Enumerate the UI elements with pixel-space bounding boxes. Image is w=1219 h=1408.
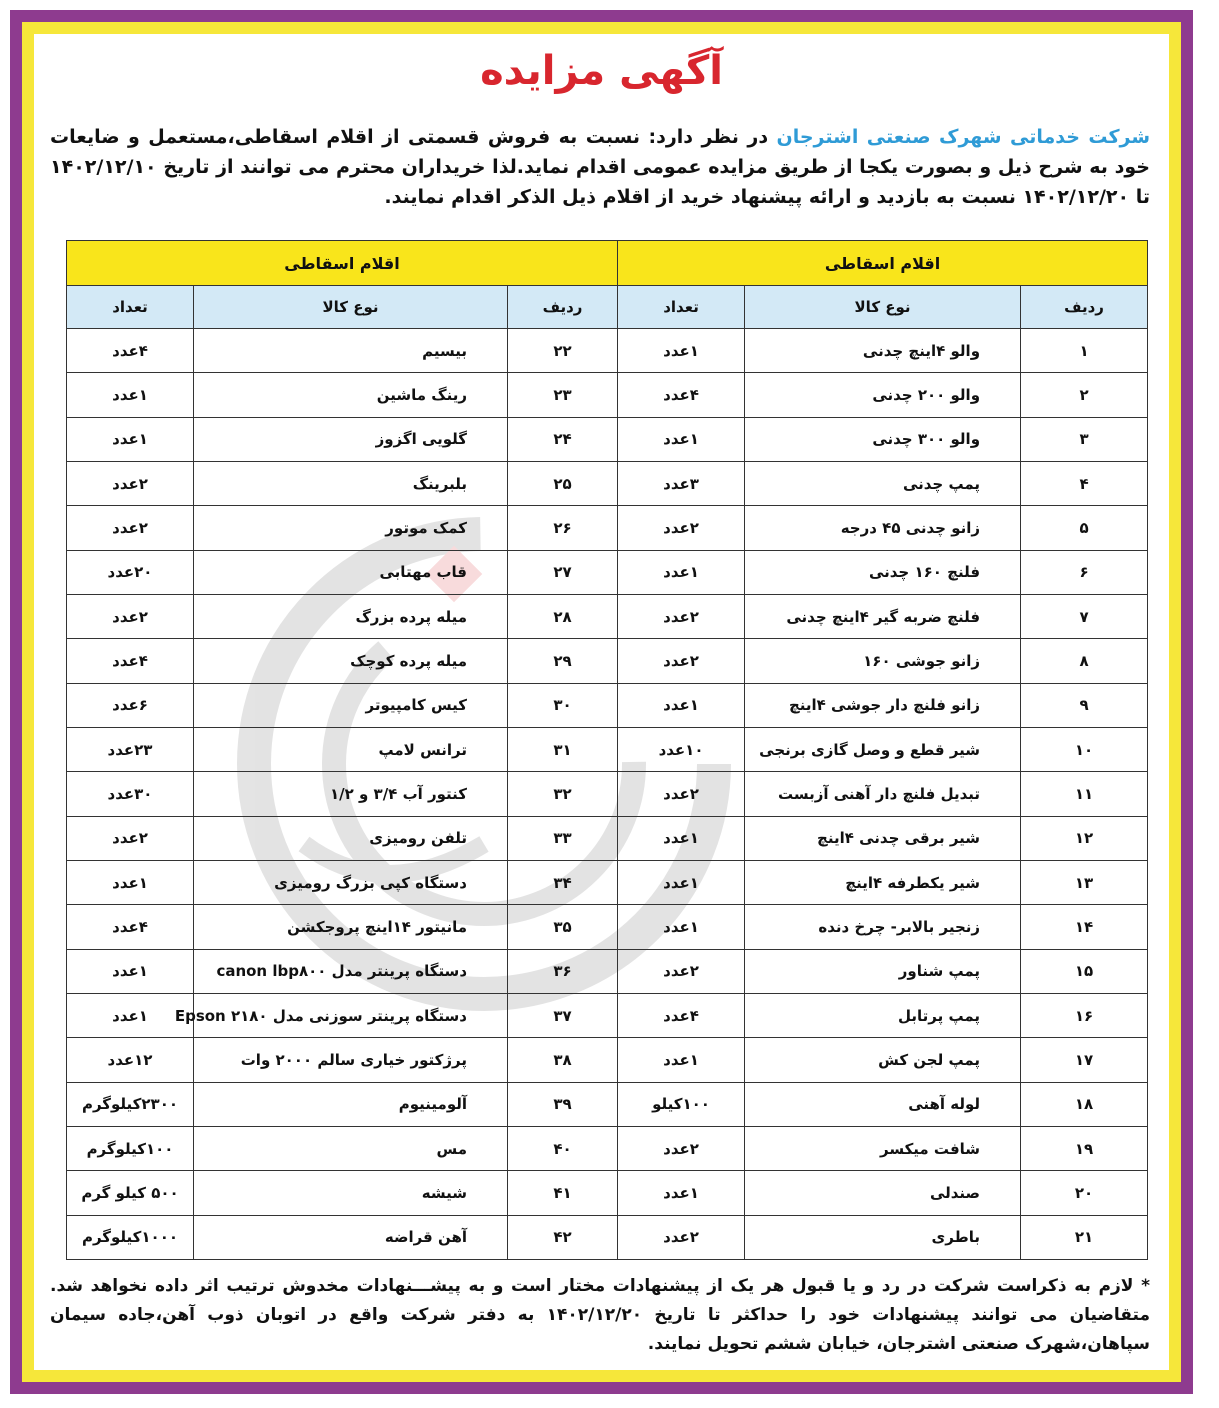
item-name-cell: دستگاه پرینتر مدل canon lbp۸۰۰: [194, 949, 508, 993]
quantity-cell: ۱۰۰کیلوگرم: [67, 1126, 194, 1170]
footer-note: * لازم به ذکراست شرکت در رد و یا قبول هر یک از پیشنهادات مختار است و به پیشـــنهادات مخدوش ترتیب اثر داده نخواهد شد. متقاضیان می توانند پیشنهادات خود را حداکثر تا تاریخ ۱۴۰۲/۱۲/۲۰ به دفتر شرکت واقع در اتوبان ذوب آهن،جاده سیمان سپاهان،شهرک صنعتی اشترجان، خیابان ششم تحویل نمایند.: [50, 1276, 1151, 1354]
row-number-cell: ۲: [1021, 373, 1148, 417]
row-number-cell: ۴: [1021, 461, 1148, 505]
table-row: [67, 417, 1148, 461]
col-header-row-number: ردیف: [1021, 286, 1148, 329]
quantity-cell: ۵۰۰ کیلو گرم: [67, 1171, 194, 1215]
table-row: [67, 727, 1148, 771]
col-header-quantity: تعداد: [618, 286, 745, 329]
table-row: [67, 949, 1148, 993]
quantity-cell: ۴عدد: [67, 639, 194, 683]
row-number-cell: ۲۹: [508, 639, 618, 683]
item-name-cell: مس: [194, 1126, 508, 1170]
quantity-cell: ۱عدد: [618, 550, 745, 594]
quantity-cell: ۱۲عدد: [67, 1038, 194, 1082]
row-number-cell: ۲۳: [508, 373, 618, 417]
item-name-cell: دستگاه پرینتر سوزنی مدل Epson ۲۱۸۰: [194, 993, 508, 1037]
row-number-cell: ۲۲: [508, 329, 618, 373]
col-header-item-type: نوع کالا: [745, 286, 1021, 329]
quantity-cell: ۲عدد: [618, 772, 745, 816]
row-number-cell: ۴۰: [508, 1126, 618, 1170]
item-name-cell: باطری: [745, 1215, 1021, 1259]
quantity-cell: ۲عدد: [618, 506, 745, 550]
table-row: [67, 683, 1148, 727]
quantity-cell: ۲عدد: [618, 949, 745, 993]
quantity-cell: ۱عدد: [618, 816, 745, 860]
row-number-cell: ۳۵: [508, 905, 618, 949]
row-number-cell: ۱۴: [1021, 905, 1148, 949]
row-number-cell: ۱۳: [1021, 860, 1148, 904]
item-name-cell: شیر یکطرفه ۴اینچ: [745, 860, 1021, 904]
row-number-cell: ۴۱: [508, 1171, 618, 1215]
row-number-cell: ۱۱: [1021, 772, 1148, 816]
auction-notice: [34, 34, 1169, 1370]
table-row: [67, 506, 1148, 550]
row-number-cell: ۸: [1021, 639, 1148, 683]
quantity-cell: ۲۳عدد: [67, 727, 194, 771]
item-name-cell: دستگاه کپی بزرگ رومیزی: [194, 860, 508, 904]
row-number-cell: ۲۱: [1021, 1215, 1148, 1259]
col-header-quantity: تعداد: [67, 286, 194, 329]
row-number-cell: ۲۴: [508, 417, 618, 461]
item-name-cell: شیر برقی چدنی ۴اینچ: [745, 816, 1021, 860]
quantity-cell: ۲عدد: [67, 816, 194, 860]
row-number-cell: ۳۳: [508, 816, 618, 860]
quantity-cell: ۶عدد: [67, 683, 194, 727]
row-number-cell: ۲۰: [1021, 1171, 1148, 1215]
row-number-cell: ۹: [1021, 683, 1148, 727]
table-row: [67, 860, 1148, 904]
row-number-cell: ۷: [1021, 594, 1148, 638]
item-name-cell: پمپ شناور: [745, 949, 1021, 993]
item-name-cell: کنتور آب ۳/۴ و ۱/۲: [194, 772, 508, 816]
item-name-cell: ترانس لامپ: [194, 727, 508, 771]
item-name-cell: میله پرده کوچک: [194, 639, 508, 683]
quantity-cell: ۱۰عدد: [618, 727, 745, 771]
item-name-cell: زانو فلنچ دار جوشی ۴اینچ: [745, 683, 1021, 727]
row-number-cell: ۲۸: [508, 594, 618, 638]
quantity-cell: ۱عدد: [67, 993, 194, 1037]
quantity-cell: ۲۰عدد: [67, 550, 194, 594]
quantity-cell: ۱عدد: [618, 905, 745, 949]
item-name-cell: زانو چدنی ۴۵ درجه: [745, 506, 1021, 550]
item-name-cell: شیشه: [194, 1171, 508, 1215]
group-header-right: اقلام اسقاطی: [618, 241, 1148, 286]
item-name-cell: شیر قطع و وصل گازی برنجی: [745, 727, 1021, 771]
row-number-cell: ۱: [1021, 329, 1148, 373]
table-row: [67, 1038, 1148, 1082]
quantity-cell: ۲عدد: [618, 1215, 745, 1259]
quantity-cell: ۲عدد: [618, 594, 745, 638]
item-name-cell: میله پرده بزرگ: [194, 594, 508, 638]
items-table: [66, 240, 1148, 1260]
table-row: [67, 329, 1148, 373]
company-name: شرکت خدماتی شهرک صنعتی اشترجان: [776, 126, 1150, 148]
item-name-cell: فلنچ ۱۶۰ چدنی: [745, 550, 1021, 594]
quantity-cell: ۲عدد: [67, 461, 194, 505]
quantity-cell: ۱عدد: [618, 683, 745, 727]
row-number-cell: ۱۷: [1021, 1038, 1148, 1082]
row-number-cell: ۱۸: [1021, 1082, 1148, 1126]
row-number-cell: ۱۰: [1021, 727, 1148, 771]
item-name-cell: بیسیم: [194, 329, 508, 373]
row-number-cell: ۶: [1021, 550, 1148, 594]
table-row: [67, 639, 1148, 683]
item-name-cell: پمپ چدنی: [745, 461, 1021, 505]
quantity-cell: ۱عدد: [618, 1171, 745, 1215]
quantity-cell: ۲عدد: [67, 506, 194, 550]
quantity-cell: ۲عدد: [67, 594, 194, 638]
quantity-cell: ۱عدد: [67, 417, 194, 461]
quantity-cell: ۴عدد: [67, 329, 194, 373]
quantity-cell: ۱۰۰کیلو: [618, 1082, 745, 1126]
row-number-cell: ۲۵: [508, 461, 618, 505]
row-number-cell: ۳: [1021, 417, 1148, 461]
row-number-cell: ۳۷: [508, 993, 618, 1037]
quantity-cell: ۱عدد: [618, 860, 745, 904]
col-header-row-number: ردیف: [508, 286, 618, 329]
item-name-cell: فلنچ ضربه گیر ۴اینچ چدنی: [745, 594, 1021, 638]
item-name-cell: صندلی: [745, 1171, 1021, 1215]
item-name-cell: رینگ ماشین: [194, 373, 508, 417]
item-name-cell: زنجیر بالابر- چرخ دنده: [745, 905, 1021, 949]
row-number-cell: ۲۶: [508, 506, 618, 550]
row-number-cell: ۳۸: [508, 1038, 618, 1082]
quantity-cell: ۱عدد: [618, 417, 745, 461]
item-name-cell: شافت میکسر: [745, 1126, 1021, 1170]
item-name-cell: تلفن رومیزی: [194, 816, 508, 860]
table-row: [67, 905, 1148, 949]
quantity-cell: ۴عدد: [67, 905, 194, 949]
quantity-cell: ۴عدد: [618, 373, 745, 417]
item-name-cell: لوله آهنی: [745, 1082, 1021, 1126]
table-row: [67, 772, 1148, 816]
table-row: [67, 1171, 1148, 1215]
item-name-cell: بلبرینگ: [194, 461, 508, 505]
table-row: [67, 1215, 1148, 1259]
quantity-cell: ۱عدد: [67, 949, 194, 993]
row-number-cell: ۴۲: [508, 1215, 618, 1259]
table-row: [67, 816, 1148, 860]
item-name-cell: قاب مهتابی: [194, 550, 508, 594]
row-number-cell: ۵: [1021, 506, 1148, 550]
item-name-cell: پمپ لجن کش: [745, 1038, 1021, 1082]
row-number-cell: ۳۲: [508, 772, 618, 816]
quantity-cell: ۳۰عدد: [67, 772, 194, 816]
quantity-cell: ۱عدد: [67, 373, 194, 417]
table-row: [67, 550, 1148, 594]
item-name-cell: زانو جوشی ۱۶۰: [745, 639, 1021, 683]
row-number-cell: ۱۹: [1021, 1126, 1148, 1170]
item-name-cell: پرژکتور خیاری سالم ۲۰۰۰ وات: [194, 1038, 508, 1082]
quantity-cell: ۱عدد: [618, 329, 745, 373]
quantity-cell: ۴عدد: [618, 993, 745, 1037]
intro-paragraph: [50, 122, 1150, 212]
item-name-cell: آهن قراضه: [194, 1215, 508, 1259]
quantity-cell: ۱۰۰۰کیلوگرم: [67, 1215, 194, 1259]
col-header-item-type: نوع کالا: [194, 286, 508, 329]
item-name-cell: مانیتور ۱۴اینچ پروجکشن: [194, 905, 508, 949]
table-row: [67, 461, 1148, 505]
item-name-cell: آلومینیوم: [194, 1082, 508, 1126]
table-row: [67, 1082, 1148, 1126]
quantity-cell: ۱عدد: [618, 1038, 745, 1082]
quantity-cell: ۲۳۰۰کیلوگرم: [67, 1082, 194, 1126]
row-number-cell: ۳۶: [508, 949, 618, 993]
row-number-cell: ۳۹: [508, 1082, 618, 1126]
item-name-cell: کیس کامپیوتر: [194, 683, 508, 727]
quantity-cell: ۲عدد: [618, 639, 745, 683]
item-name-cell: کمک موتور: [194, 506, 508, 550]
row-number-cell: ۲۷: [508, 550, 618, 594]
table-row: [67, 993, 1148, 1037]
intro-text: در نظر دارد: نسبت به فروش قسمتی از اقلام اسقاطی،مستعمل و ضایعات خود به شرح ذیل و بصورت یکجا از طریق مزایده عمومی اقدام نماید.لذا خریداران محترم می توانند از تاریخ ۱۴۰۲/۱۲/۱۰ تا ۱۴۰۲/۱۲/۲۰ نسبت به بازدید و ارائه پیشنهاد خرید از اقلام ذیل الذکر اقدام نمایند.: [50, 126, 1150, 208]
table-row: [67, 594, 1148, 638]
quantity-cell: ۱عدد: [67, 860, 194, 904]
page-title: آگهی مزایده: [480, 48, 723, 94]
item-name-cell: گلویی اگزوز: [194, 417, 508, 461]
row-number-cell: ۱۵: [1021, 949, 1148, 993]
item-name-cell: تبدیل فلنچ دار آهنی آزبست: [745, 772, 1021, 816]
row-number-cell: ۳۴: [508, 860, 618, 904]
item-name-cell: والو ۳۰۰ چدنی: [745, 417, 1021, 461]
group-header-left: اقلام اسقاطی: [67, 241, 618, 286]
item-name-cell: والو ۲۰۰ چدنی: [745, 373, 1021, 417]
row-number-cell: ۱۲: [1021, 816, 1148, 860]
row-number-cell: ۳۰: [508, 683, 618, 727]
row-number-cell: ۱۶: [1021, 993, 1148, 1037]
item-name-cell: والو ۴اینچ چدنی: [745, 329, 1021, 373]
table-row: [67, 1126, 1148, 1170]
item-name-cell: پمپ پرتابل: [745, 993, 1021, 1037]
row-number-cell: ۳۱: [508, 727, 618, 771]
quantity-cell: ۲عدد: [618, 1126, 745, 1170]
table-row: [67, 373, 1148, 417]
quantity-cell: ۳عدد: [618, 461, 745, 505]
